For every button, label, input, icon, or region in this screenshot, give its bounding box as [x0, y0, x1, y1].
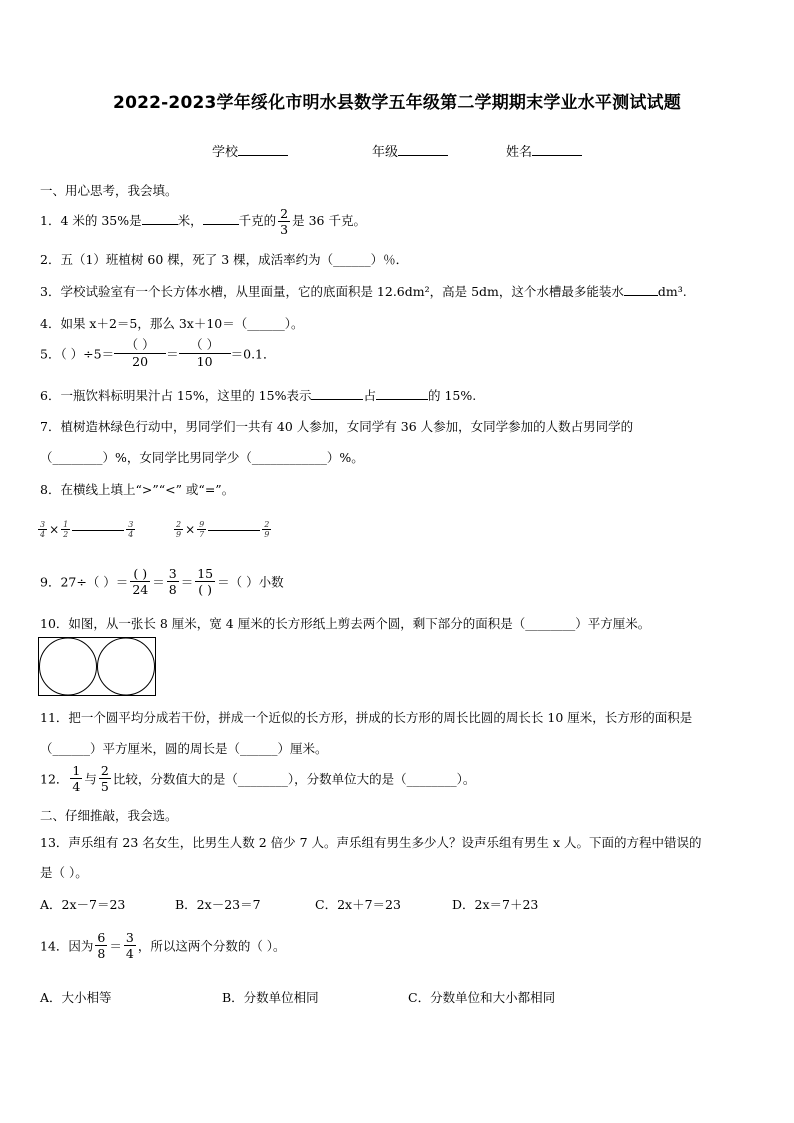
q12-frac2-num: 2: [100, 763, 109, 778]
q8-e2-frac-b: [197, 520, 206, 539]
question-13-line-1: 13．声乐组有 23 名女生，比男生人数 2 倍少 7 人。声乐组有男生多少人？设声乐组有男生 x 人。下面的方程中错误的: [40, 835, 702, 850]
question-6: [40, 386, 476, 404]
q6-text-a: 6．一瓶饮料标明果汁占 15%，这里的 15%表示: [40, 388, 312, 403]
right-circle: [98, 638, 155, 695]
q14-text-b: ，所以这两个分数的（ ）。: [137, 938, 286, 954]
q8-expression-2: [172, 520, 273, 539]
q14-frac2-num: 3: [125, 930, 134, 945]
q8-e2-frac-a: [174, 520, 183, 539]
q8-e1-a-den: 4: [40, 530, 46, 539]
q5-fraction-2: [179, 337, 231, 370]
q9-frac1-den: 24: [132, 582, 149, 597]
q8-e1-c-num: 3: [128, 520, 134, 529]
q8-e1-a-num: 3: [40, 520, 46, 529]
q8-e2-c-num: 2: [264, 520, 270, 529]
q6-blank-1[interactable]: [311, 387, 363, 400]
name-blank[interactable]: [532, 143, 582, 156]
q8-e2-a-den: 9: [176, 530, 182, 539]
q12-frac1-den: 4: [72, 779, 81, 794]
q1-text-c: 千克的: [238, 213, 277, 228]
q1-blank-1[interactable]: [142, 212, 178, 225]
q9-text-b: ＝（ ）小数: [217, 574, 284, 590]
question-1: [40, 206, 366, 237]
q13-option-d[interactable]: D．2x＝7＋23: [452, 897, 539, 912]
q12-frac2-den: 5: [100, 779, 109, 794]
question-7-line-1: 7．植树造林绿色行动中，男同学们一共有 40 人参加，女同学有 36 人参加，女同学参加的人数占男同学的: [40, 419, 634, 434]
section-2-heading: 二、仔细推敲，我会选。: [40, 808, 178, 823]
q1-blank-2[interactable]: [203, 212, 239, 225]
q14-frac1-den: 8: [97, 946, 106, 961]
q12-text-b: 与: [84, 771, 97, 787]
left-circle: [40, 638, 97, 695]
question-9: [40, 566, 284, 597]
q12-fraction-1: [70, 763, 82, 794]
question-12: [40, 763, 475, 794]
q9-frac3-den[interactable]: ( ): [198, 582, 213, 597]
question-10: 10．如图，从一张长 8 厘米，宽 4 厘米的长方形纸上剪去两个圆，剩下部分的面积是（________）平方厘米。: [40, 616, 651, 631]
rectangle-two-circles-figure: [38, 637, 156, 696]
q9-text-a: 9．27÷（ ）＝: [40, 574, 129, 590]
q14-frac2-den: 4: [125, 946, 134, 961]
question-5: [40, 337, 276, 370]
q14-frac1-num: 6: [97, 930, 106, 945]
q12-text-a: 12．: [40, 771, 69, 787]
q9-fraction-3: [195, 566, 215, 597]
question-3: [40, 282, 687, 300]
school-blank[interactable]: [238, 143, 288, 156]
q8-e1-frac-b: [61, 520, 70, 539]
q8-e2-a-num: 2: [176, 520, 182, 529]
q9-frac3-num: 15: [197, 566, 214, 581]
school-field: [212, 141, 288, 160]
q9-frac1-num[interactable]: ( ): [130, 566, 150, 582]
school-label: 学校: [212, 145, 239, 160]
name-label: 姓名: [506, 145, 533, 160]
q5-frac1-den: 20: [132, 354, 149, 369]
q1-text-d: 是 36 千克。: [292, 213, 366, 228]
q8-e1-b-den: 2: [63, 530, 69, 539]
grade-field: [372, 141, 448, 160]
q8-e2-c-den: 9: [264, 530, 270, 539]
q12-fraction-2: [99, 763, 111, 794]
q1-text-b: 米，: [177, 213, 203, 228]
q3-text-b: dm³.: [657, 284, 687, 299]
q5-frac1-num[interactable]: （ ）: [114, 337, 166, 354]
q14-option-a[interactable]: A．大小相等: [40, 990, 112, 1005]
grade-blank[interactable]: [398, 143, 448, 156]
q8-e2-b-num: 9: [199, 520, 205, 529]
q6-text-c: 的 15%.: [427, 388, 477, 403]
q3-blank[interactable]: [624, 283, 658, 296]
q13-option-a[interactable]: A．2x－7＝23: [40, 897, 126, 912]
q13-option-c[interactable]: C．2x＋7＝23: [315, 897, 401, 912]
q14-option-b[interactable]: B．分数单位相同: [222, 990, 319, 1005]
q8-e1-b-num: 1: [63, 520, 69, 529]
question-11-line-1: 11．把一个圆平均分成若干份，拼成一个近似的长方形，拼成的长方形的周长比圆的周长长 10 厘米，长方形的面积是: [40, 710, 693, 725]
q8-e2-b-den: 7: [199, 530, 205, 539]
q8-e1-frac-c: [126, 520, 135, 539]
q8-e1-blank[interactable]: [72, 529, 124, 531]
q14-option-c[interactable]: C．分数单位和大小都相同: [408, 990, 556, 1005]
question-7-line-2: （________）%，女同学比男同学少（____________）%。: [40, 450, 364, 465]
page-title: 2022-2023学年绥化市明水县数学五年级第二学期期末学业水平测试试题: [113, 93, 681, 113]
q14-equals: ＝: [109, 938, 122, 954]
q12-frac1-num: 1: [72, 763, 81, 778]
q5-equals: ＝: [166, 346, 179, 362]
q14-text-a: 14．因为: [40, 938, 94, 954]
q14-fraction-2: [124, 930, 136, 961]
q9-frac2-den: 8: [168, 582, 177, 597]
q3-text-a: 3．学校试验室有一个长方体水槽，从里面量，它的底面积是 12.6dm²，高是 5dm，这个水槽最多能装水: [40, 284, 624, 299]
q5-frac2-den: 10: [196, 354, 213, 369]
q9-fraction-2: [167, 566, 179, 597]
q8-e2-times: ×: [185, 522, 196, 537]
q5-text-a: 5．（ ）÷5＝: [40, 346, 115, 362]
q9-equals-2: ＝: [180, 574, 194, 590]
question-4: 4．如果 x＋2＝5，那么 3x＋10＝（______）。: [40, 316, 304, 331]
q5-text-b: ＝0.1．: [230, 346, 276, 362]
grade-label: 年级: [372, 145, 399, 160]
q6-text-b: 占: [363, 388, 376, 403]
q1-frac-num: 2: [280, 206, 289, 221]
q8-e1-times: ×: [49, 522, 60, 537]
section-1-heading: 一、用心思考，我会填。: [40, 183, 178, 198]
question-8: 8．在横线上填上“>”“<” 或“=”。: [40, 482, 235, 497]
q6-blank-2[interactable]: [376, 387, 428, 400]
q8-e2-frac-c: [262, 520, 271, 539]
q5-fraction-1: [114, 337, 166, 370]
q8-expression-1: [36, 520, 137, 539]
q8-e1-c-den: 4: [128, 530, 134, 539]
q5-frac2-num[interactable]: （ ）: [179, 337, 231, 354]
q13-option-b[interactable]: B．2x－23＝7: [175, 897, 261, 912]
question-11-line-2: （______）平方厘米，圆的周长是（______）厘米。: [40, 741, 328, 756]
name-field: [506, 141, 582, 160]
q9-fraction-1: [130, 566, 150, 597]
question-13-line-2: 是（ ）。: [40, 865, 88, 880]
q1-text-a: 1．4 米的 35%是: [40, 213, 142, 228]
q12-text-c: 比较，分数值大的是（________），分数单位大的是（________）。: [112, 771, 476, 787]
q14-fraction-1: [95, 930, 107, 961]
q9-frac2-num: 3: [168, 566, 177, 581]
q1-frac-den: 3: [280, 222, 289, 237]
question-2: 2．五（1）班植树 60 棵，死了 3 棵，成活率约为（______）％．: [40, 252, 409, 267]
q8-e2-blank[interactable]: [208, 529, 260, 531]
q9-equals-1: ＝: [152, 574, 165, 590]
q1-fraction: [278, 206, 290, 237]
question-14: [40, 930, 286, 961]
q8-e1-frac-a: [38, 520, 47, 539]
